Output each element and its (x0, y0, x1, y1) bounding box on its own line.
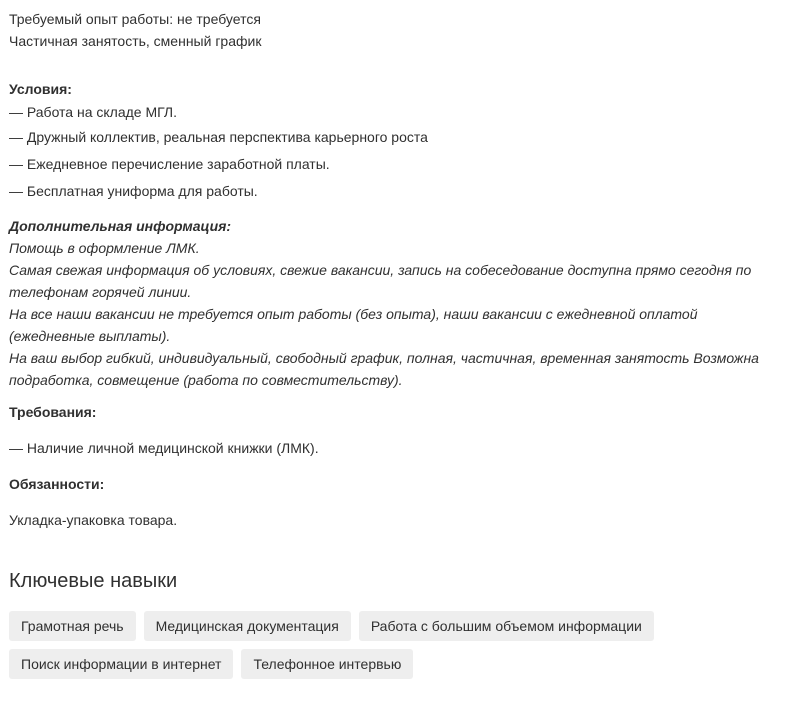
duties-text: Укладка-упаковка товара. (9, 512, 178, 528)
schedule-text: Частичная занятость, сменный график (9, 33, 262, 49)
skill-tag: Грамотная речь (9, 611, 136, 641)
key-skills-title: Ключевые навыки (9, 570, 178, 592)
additional-info-text (9, 237, 789, 391)
duties-title: Обязанности: (9, 476, 105, 492)
skill-tag: Телефонное интервью (241, 649, 413, 679)
additional-line: телефонам горячей линии. (9, 284, 192, 300)
skill-tag: Медицинская документация (144, 611, 351, 641)
requirements-title: Требования: (9, 404, 97, 420)
additional-line: (ежедневные выплаты). (9, 328, 171, 344)
list-item: — Наличие личной медицинской книжки (ЛМК). (9, 440, 319, 456)
additional-line: На ваш выбор гибкий, индивидуальный, свободный график, полная, частичная, временная занятость Возможна (9, 350, 759, 366)
list-item: — Ежедневное перечисление заработной платы. (9, 156, 330, 172)
list-item: — Дружный коллектив, реальная перспектива карьерного роста (9, 129, 428, 145)
additional-info-title: Дополнительная информация: (9, 218, 232, 234)
skill-tag: Работа с большим объемом информации (359, 611, 654, 641)
conditions-list (9, 100, 789, 205)
conditions-title: Условия: (9, 81, 72, 97)
additional-line: Помощь в оформление ЛМК. (9, 240, 200, 256)
additional-line: подработка, совмещение (работа по совместительству). (9, 372, 403, 388)
key-skills-list (9, 611, 789, 679)
skill-tag: Поиск информации в интернет (9, 649, 233, 679)
experience-text: Требуемый опыт работы: не требуется (9, 11, 261, 27)
vacancy-description (9, 8, 789, 679)
list-item: — Бесплатная униформа для работы. (9, 183, 258, 199)
additional-line: Самая свежая информация об условиях, свежие вакансии, запись на собеседование доступна прямо сегодня по (9, 262, 752, 278)
additional-line: На все наши вакансии не требуется опыт работы (без опыта), наши вакансии с ежедневной оплатой (9, 306, 698, 322)
list-item: — Работа на складе МГЛ. (9, 104, 177, 120)
